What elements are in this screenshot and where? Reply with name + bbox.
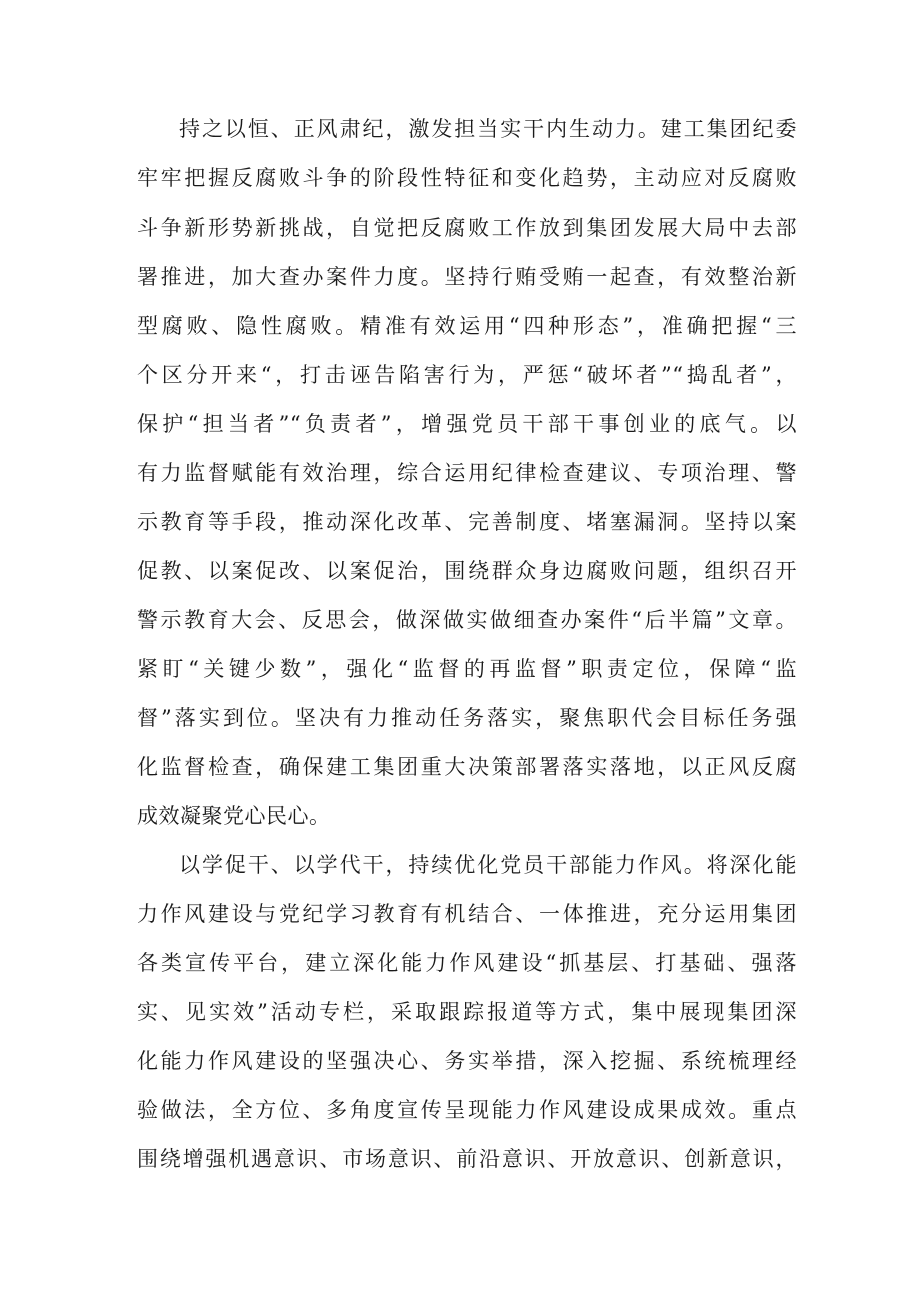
text-line: 力作风建设与党纪学习教育有机结合、一体推进，充分运用集团 [137, 902, 797, 926]
text-line: 督”落实到位。坚决有力推动任务落实，聚焦职代会目标任务强 [137, 706, 797, 730]
text-line: 署推进，加大查办案件力度。坚持行贿受贿一起查，有效整治新 [137, 265, 797, 289]
text-line: 警示教育大会、反思会，做深做实做细查办案件“后半篇”文章。 [137, 608, 797, 632]
text-line: 化能力作风建设的坚强决心、务实举措，深入挖掘、系统梳理经 [137, 1049, 797, 1073]
text-line: 以学促干、以学代干，持续优化党员干部能力作风。将深化能 [179, 853, 797, 877]
text-line: 促教、以案促改、以案促治，围绕群众身边腐败问题，组织召开 [137, 559, 797, 583]
text-line: 化监督检查，确保建工集团重大决策部署落实落地，以正风反腐 [137, 755, 797, 779]
text-line: 持之以恒、正风肃纪，激发担当实干内生动力。建工集团纪委 [179, 117, 797, 141]
text-line: 型腐败、隐性腐败。精准有效运用“四种形态”，准确把握“三 [137, 314, 797, 338]
text-line: 有力监督赋能有效治理，综合运用纪律检查建议、专项治理、警 [137, 461, 797, 485]
text-line: 保护“担当者”“负责者”，增强党员干部干事创业的底气。以 [137, 412, 797, 436]
text-line: 示教育等手段，推动深化改革、完善制度、堵塞漏洞。坚持以案 [137, 510, 797, 534]
text-line: 个区分开来“，打击诬告陷害行为，严惩“破坏者”“捣乱者”， [137, 363, 797, 387]
text-line: 验做法，全方位、多角度宣传呈现能力作风建设成果成效。重点 [137, 1098, 797, 1122]
text-line: 成效凝聚党心民心。 [137, 804, 331, 828]
text-line: 牢牢把握反腐败斗争的阶段性特征和变化趋势，主动应对反腐败 [137, 166, 797, 190]
text-line: 各类宣传平台，建立深化能力作风建设“抓基层、打基础、强落 [137, 951, 797, 975]
text-line: 围绕增强机遇意识、市场意识、前沿意识、开放意识、创新意识， [137, 1147, 797, 1171]
text-line: 实、见实效”活动专栏，采取跟踪报道等方式，集中展现集团深 [137, 1000, 797, 1024]
text-line: 紧盯“关键少数”，强化“监督的再监督”职责定位，保障“监 [137, 657, 797, 681]
text-line: 斗争新形势新挑战，自觉把反腐败工作放到集团发展大局中去部 [137, 216, 797, 240]
